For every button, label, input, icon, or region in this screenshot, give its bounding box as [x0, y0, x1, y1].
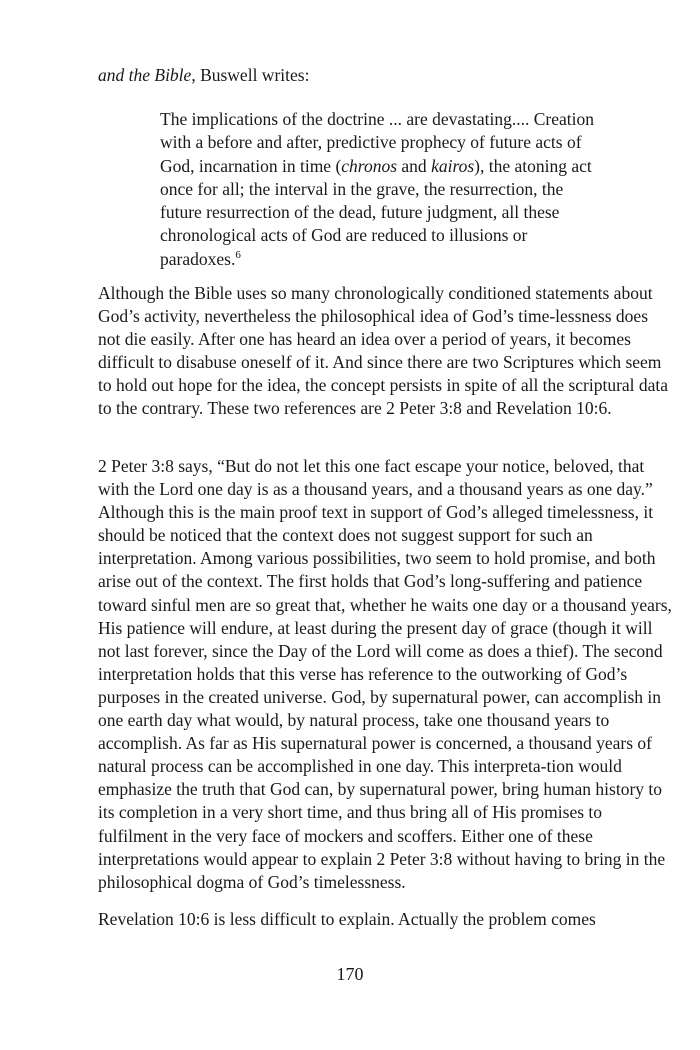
intro-book-title: and the Bible [98, 65, 192, 85]
footnote-marker: 6 [235, 248, 241, 261]
quote-text-part-3: ), the atoning act once for all; the interval in the grave, the resurrection, the future resurrection of the dead, future judgment, all these chronological acts of God are reduced to illusions or paradoxes. [160, 155, 592, 269]
page-number: 170 [336, 964, 364, 984]
body-paragraph: 2 Peter 3:8 says, “But do not let this one fact escape your notice, beloved, that with the Lord one day is as a thousand years, and a thousand years as one day.” Although this is the main proof text in support of God’s alleged timelessness, it should be noticed that the context does not suggest support for such an interpretation. Among various possibilities, two seem to hold promise, and both arise out of the context. The first holds that God’s long-suffering and patience toward sinful men are so great that, whether he waits one day or a thousand years, His patience will endure, at least during the present day of grace (though it will not last forever, since the Day of the Lord will come as does a thief). The second interpretation holds that this verse has reference to the outworking of God’s purposes in the created universe. God, by supernatural power, can accomplish in one earth day what would, by natural process, take one thousand years to accomplish. As far as His supernatural power is concerned, a thousand years of natural process can be accomplished in one day. This interpreta-tion would emphasize the truth that God can, by supernatural power, bring human history to its completion in a very short time, and thus bring all of His promises to fulfilment in the very face of mockers and scoffers. Either one of these interpretations would appear to explain 2 Peter 3:8 without having to bring in the philosophical dogma of God’s timelessness. [98, 456, 672, 892]
block-quote [160, 108, 600, 271]
quote-text-part-2: and [397, 155, 432, 176]
quote-text-part-1: The implications of the doctrine ... are devastating.... Creation with a before and after, predictive prophecy of future acts of God, incarnation in time ( [160, 109, 594, 176]
intro-text: , Buswell writes: [191, 65, 310, 85]
body-paragraph: Although the Bible uses so many chronologically conditioned statements about God’s activity, nevertheless the philosophical idea of God’s time-lessness does not die easily. After one has heard an idea over a period of years, it becomes difficult to disabuse oneself of it. And since there are two Scriptures which seem to hold out hope for the idea, the concept persists in spite of all the scriptural data to the contrary. These two references are 2 Peter 3:8 and Revelation 10:6. [98, 283, 669, 419]
body-paragraph: Revelation 10:6 is less difficult to explain. Actually the problem comes [98, 909, 596, 929]
intro-line [98, 64, 658, 87]
quote-italic-chronos: chronos [341, 155, 398, 176]
quote-italic-kairos: kairos [431, 155, 475, 176]
